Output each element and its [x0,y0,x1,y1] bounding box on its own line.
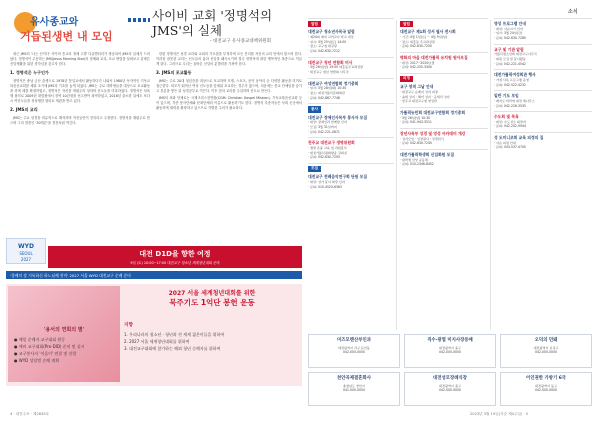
news-item-line: · 문의: 042-630-7212 [308,49,340,53]
news-item-title: 대전교구 청년 연합회 미사 [308,59,353,65]
campaign-image-caption: '용서의 연회의 별' [43,327,85,333]
wyd-banner-title: 대전 D1D을 향한 여정 [139,250,211,258]
news-item [400,73,488,107]
ad-card [500,372,592,406]
ad-card-title: 미즈모렌산부인과 [337,338,371,343]
news-item [400,128,488,149]
news-item [494,111,592,132]
news-item-line: · 성서모임 · 성경필사 · 성경읽기 [400,136,444,141]
news-item-title: 대전교구 제1회 성서 필사 전시회 [400,29,456,35]
campaign-list-item: ● 예비 교구대회(Pre-DID) 준비 및 실시 [14,344,85,349]
ad-card [404,372,496,406]
news-item [494,90,592,111]
news-category-badge: 봉사 [308,106,321,112]
news-item-title: 수도회 및 목욕 [494,114,519,120]
news-item-title: 가톨릭농민회 대전교구연합회 정기총회 [400,109,465,115]
logo-line2: 거듭된생변 내 모임 [20,30,113,43]
article-paragraph: JMS는 주로 20대 청년층을 대상으로 포교하며 모델, 스포츠, 음악 동아리 등 다양한 활동을 미끼로 접근한다. 외모가 뛰어난 여성 신도들을 앞세워 포교하는 경우가 많으며, 처음에는 종교 단체임을 숨기고 친분을 쌓은 뒤 성경공부로 이끈다. 이후 점차 교리를 주입하며 신도로 만든다. [156,78,302,93]
ad-card-line: 041-000-0000 [343,388,365,393]
news-item-line: · 대학생 신앙 공동체 [400,157,428,162]
ad-card-title: 이인권한 가방기 6국 [525,376,567,381]
news-item [308,57,394,78]
ad-card-title: 직수·광열 미지사장동매 [427,338,473,343]
intention-item: 1. 우리나라의 청소년 · 청년과 전 세계 젊은이들을 위하여 [124,332,225,338]
news-item [400,107,488,128]
news-item-title: 장년사목부 성경 및 영성 아카데미 개강 [400,130,466,136]
article-column-2 [156,52,302,113]
ad-card-title: 대전성모장례식장 [433,376,467,381]
intention-item: 2. 2027 서울 세계청년대회를 위하여 [124,339,190,345]
news-item-title: 성 도미니코회 교육 피정의 집 [494,135,544,141]
news-item-line: · 문의: 042-221-4542 [494,61,526,66]
news-item-line: · 3월 26일(일) 10:30 [400,115,431,120]
campaign-image [8,286,120,382]
news-item-line: · 문의: 043-537-4700 [494,145,526,150]
news-item-line: · 사순 피정 안내 [494,140,516,145]
news-item-line: · 문의: 041-943-3511 [400,120,432,125]
wyd-logo [6,238,46,264]
news-item-line: · 대전교구 순례지 성지 피정 [400,90,438,95]
article-subheading: 2. JMS의 교리 [10,107,38,113]
ad-card-line: 대전광역시 중구 [439,345,461,350]
article-column-1 [10,52,150,128]
news-category-badge: 알림 [400,21,413,27]
news-item-line: · 일시: 3월 24일(금) [494,31,523,36]
wyd-strip: '경배의 장 거룩하신 하느님께 찬미' 2027 서울 WYD 대전교구 순례 준비 [6,271,302,279]
ad-card-title: 천안곡제결혼화사 [337,376,371,381]
campaign-left-list [14,336,85,364]
ad-card-line: 대전광역시 서구 둔산동 [338,345,370,350]
ad-card [308,372,400,406]
news-category-badge: 모집 [308,166,321,172]
news-item-title: 대전교구 여성연합회 정기총회 [308,80,359,86]
news-item-line: · 문의: 042-630-7250 [400,44,432,49]
logo-line1: 유사종교와 [30,17,79,28]
news-item [494,132,592,153]
footer-left: 4 · 대전주보 · 제2845호 [10,412,50,416]
news-item-line: · 일시: 3월 25일(토) 14:00 [308,39,347,44]
ad-card-line: 042-000-0000 [535,388,557,393]
column-logo [14,10,124,50]
news-column-2 [400,18,488,170]
intentions-heading: 지향 [124,323,133,328]
news-item-line: · 솔뫼 성지 · 해미 성지 · 공세리 성지 [400,94,450,99]
column-divider [396,20,397,330]
campaign-title-line2: 묵주기도 1억단 봉헌 운동 [169,297,255,307]
news-item-line: · 일시: 3월 28일(화) 10:30 [308,86,347,91]
news-item-title: 천주교 대전교구 생명위원회 [308,140,355,146]
news-item-line: · 문의: 042-630-7293 [308,155,340,160]
article-paragraph: 정명석은 충남 금산 출생으로 1978년 통일교에서 활동하다가 나와서 1980년 독자적인 기독교복음선교회를 세워 초기에 JMS의 기초를 놓게 되었다. JMS는 주로 대학생들을 대상으로 포교활동을 하며 세를 확장하였고, 정명석은 자신을 재림주라 칭하며 신도들을 미혹하였다. 정명석은 성폭행 혐의로 2009년 대법원에서 징역 10년형을 선고받아 복역하였고, 2018년 출소한 뒤에도 또다시 여신도들을 성폭행한 혐의로 재판을 받고 있다. [10,78,150,104]
news-item-line: · 모집: 3월 31일까지 [308,124,337,129]
ad-card-line: 042-000-0000 [535,350,557,355]
campaign-list-item: ● 매일 순례자 교구대회 원동 [14,337,66,342]
news-item-line: · 장소: 대전가톨릭문화회관 [308,90,345,95]
news-item-title: 일반 기도 모임 [494,93,519,99]
news-item-line: · 장소: 대흥동 주교좌성당 [400,39,435,44]
news-item-line: · 문의: 042-867-7748 [308,95,340,100]
article-title: 사이비 교회 '정명석의 JMS'의 실체 [152,8,273,38]
news-item-line: · 제24회 예비 교리교사 학교 개강 [308,35,354,40]
news-item-line: · 대전가톨릭평화방송 강의실 [308,150,347,155]
ad-card-line: 대전광역시 유성구 [533,345,559,350]
news-item-title: 대전교구 장애인사목부 봉사자 모집 [308,114,367,120]
news-item-line: · 3월 26일(일) 19:00 대흥동주교좌성당 [308,65,364,70]
ad-card-line: 충청남도 천안시 [343,383,365,388]
news-column-3 [494,18,592,153]
news-item [494,69,592,90]
article-paragraph: 최근 JMS의 '나는 신이다' 사이비 종교의 정체 고발 다큐멘터리가 방송되어 JMS의 실체가 드러났다. 정명석이 주동하는 JMS(Jesus Morning Star)의 정체와 교리, 포교 방법을 살펴보고 올바른 신앙생활을 위한 경각심을 갖고자 한다. [10,52,150,67]
news-item-title: 교구 영적 그날 안내 [400,84,434,90]
news-item-line: · 문의: 042-255-3300 [400,65,432,70]
ad-card [308,334,400,368]
news-item-title: 대전가톨릭여성회관 행사 [494,72,536,78]
news-item-title: 영성 프로그램 안내 [494,21,526,26]
news-category-badge: 알림 [308,21,321,27]
news-item-line: · 대상: 장애인과 함께할 신자 [308,120,347,125]
news-item-title: 대전교구 청소년사목국 알림 [308,29,355,35]
article-paragraph: JMS의 외곽 단체로는 국제크리스천연합(CGM: Christian Gospel Mission), 기독교복음선교회 등이 있으며, 각종 봉사단체와 문화단체의 이름으로 활동하기도 한다. 정명석 추종자들은 사회 곳곳에서 활동하며 세력을 확장하고 있으므로 각별한 주의가 필요하다. [156,96,302,111]
campaign-title-line1: 2027 서울 세계청년대회를 위한 [168,290,256,297]
wyd-logo-line2: SEOUL [19,251,33,256]
news-item-line: · 대상: 수도성소 희망자 [494,119,526,124]
news-item [400,52,488,73]
news-item [308,163,394,192]
news-item [308,78,394,104]
news-item-line: · 문의: 042-252-9944 [494,124,526,129]
ad-card-line: 042-000-0000 [439,350,461,355]
news-item-line: · 문의: 042-630-7280 [494,35,526,40]
news-item [494,18,592,44]
ad-card-line: 042-000-0000 [343,350,365,355]
news-item-line: · 문의: 042-221-0871 [308,129,340,134]
news-item-line: · 천주교 대전교구청 영성관 [400,99,437,104]
intention-item: 3. 대전교구대회에 참가하는 해외 청년 순례자를 위하여 [124,346,221,352]
wyd-banner-subtitle: 9일 (토) 10:00~17:00 대전교구 청소년 세계청년대회 준비 [130,261,220,265]
news-item [308,18,394,57]
ad-card-line: 대전광역시 동구 [535,383,557,388]
article-subheading: 3. JMS의 포교활동 [156,70,192,76]
news-item-line: · 대전교구 청년 연합회 사무국 [308,69,349,74]
news-item-line: 가톨릭청소년회 대전교구사무국 [494,52,537,57]
intentions-list [124,331,300,352]
column-divider [490,20,491,330]
news-category-badge: 피정 [400,76,413,82]
title-dots-divider [128,18,150,22]
news-item-title: 대전교구 전례음악연구회 단원 모집 [308,174,367,180]
news-item-line: · 대상: 사순시기 신자 [494,26,523,31]
wyd-logo-line3: 2027 [20,257,32,262]
news-item [494,44,592,70]
news-item-line: · 문의: 042-226-3535 [494,103,526,108]
news-item-line: · 문의: 010-2346-8452 [400,162,434,167]
news-item-title: 평화의 마을 대전가톨릭 유치원 원아모집 [400,55,468,60]
article-paragraph: JMS는 주요 성경을 비유적으로 해석하며 자신들만이 진리라고 주장한다. 정명석을 재림주로 믿으며 그의 말씀인 '30개론'을 경전처럼 여긴다. [10,115,150,125]
news-item-line: · 가정 사목 프로그램 운영 [494,77,529,82]
news-item-line: · 대상: 2017~2020년생 [400,60,435,65]
section-label: 소식 [568,9,578,15]
news-item [308,137,394,163]
campaign-title [124,290,300,307]
news-item-line: · 레지오 마리애 대전 세나뚜스 [494,98,535,103]
news-item-line: · 대상: 성가 봉사 희망 신자 [308,179,345,184]
news-item [400,149,488,170]
campaign-intentions [124,322,300,352]
footer-right: 2023년 3월 19일(사순 제4주일) · 5 [470,412,529,416]
campaign-list-item: ● WYD 성당별 순례 계획 [14,358,60,363]
news-item-line: · 회원 모집 및 봉사활동 [494,56,526,61]
article-byline: - 대전교구 유사종교대책위원회 [210,39,271,44]
news-item-line: · 문의: 042-630-7240 [400,141,432,146]
ad-card-line: 042-000-0000 [439,388,461,393]
wyd-logo-line1: WYD [18,243,34,250]
ad-card-title: 오덕의 민돼 [534,338,558,343]
article-subheading: 1. 정명석은 누구인가 [10,70,49,76]
news-item-line: · 장소: 교구청 대강당 [308,44,337,49]
campaign-list-item: ● 교구봉사자 '이음이' 연결 및 선발 [14,351,77,356]
news-item-title: 교구 및 기관 알림 [494,46,524,52]
news-item-line: · 생명 존중 교육 및 자원봉사 [308,145,347,150]
news-item-line: · 기간: 4월 1일(토) ~ 4월 9일(일) [400,35,448,40]
ad-card [404,334,496,368]
news-column-1 [308,18,394,192]
news-item-title: 대전가톨릭학생회 신입회원 모집 [400,151,454,157]
news-item [400,18,488,52]
news-item [308,103,394,137]
article-paragraph: 한편 정명석은 성경 교리와 교회의 가르침을 부정하며 모든 진리를 자신의 교리 안에서 찾으려 한다. 이러한 잘못된 교리는 신도들의 삶과 신앙을 왜곡시키며 결국 정명석에 대한 맹목적인 복종으로 이끌게 된다. 그러므로 우리는 올바른 신앙의 분별력을 가져야 한다. [156,52,302,67]
news-item-line: · 문의: 010-4520-6363 [308,184,342,189]
news-item-line: · 문의: 042-522-4232 [494,82,526,87]
wyd-banner [48,246,302,268]
ad-card [500,334,592,368]
ad-card-line: 대전광역시 중구 [439,383,461,388]
